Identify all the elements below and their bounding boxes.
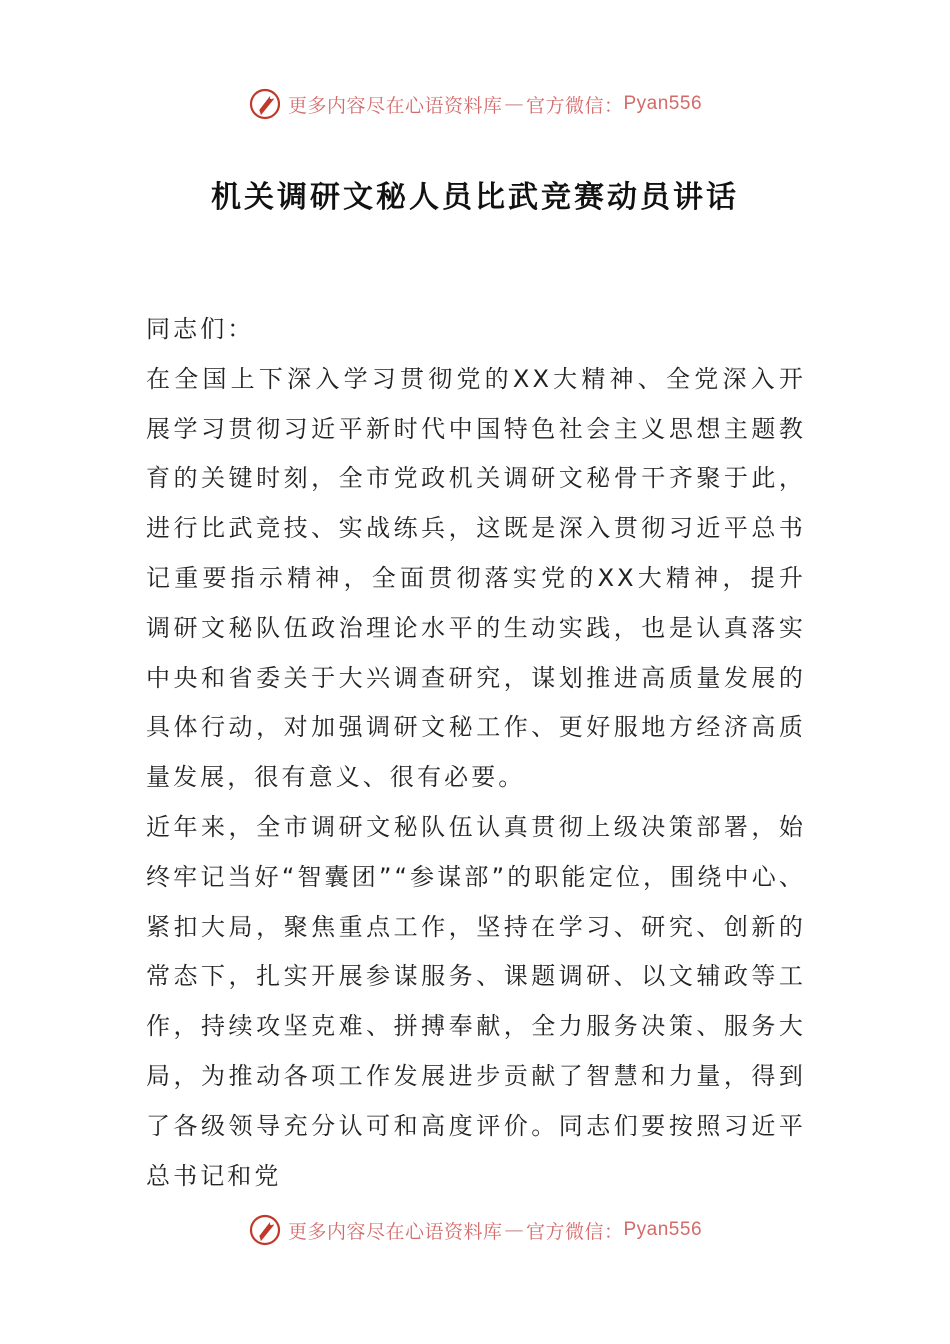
salutation: 同志们： [146, 315, 255, 343]
document-body [146, 305, 806, 1201]
footer-watermark [0, 1210, 950, 1250]
watermark-wechat-id: Pyan556 [623, 93, 703, 114]
watermark-wechat-id: Pyan556 [623, 1219, 703, 1240]
pen-nib-logo-icon [248, 1213, 282, 1247]
pen-nib-logo-icon [248, 87, 282, 121]
watermark-site-text: 更多内容尽在心语资料库 [287, 94, 503, 117]
watermark-wechat-label: 官方微信： [525, 1220, 624, 1243]
watermark-separator: — [504, 93, 524, 115]
header-watermark [0, 84, 950, 124]
watermark-site-text: 更多内容尽在心语资料库 [287, 1220, 503, 1243]
watermark-separator: — [504, 1219, 524, 1241]
body-paragraph-2: 近年来，全市调研文秘队伍认真贯彻上级决策部署，始终牢记当好“智囊团”“参谋部”的职能定位，围绕中心、紧扣大局，聚焦重点工作，坚持在学习、研究、创新的常态下，扎实开展参谋服务、课题调研、以文辅政等工作，持续攻坚克难、拼搏奉献，全力服务决策、服务大局，为推动各项工作发展进步贡献了智慧和力量，得到了各级领导充分认可和高度评价。同志们要按照习近平总书记和党 [146, 812, 806, 1190]
document-title: 机关调研文秘人员比武竞赛动员讲话 [211, 180, 739, 215]
body-paragraph-1: 在全国上下深入学习贯彻党的XX大精神、全党深入开展学习贯彻习近平新时代中国特色社会主义思想主题教育的关键时刻，全市党政机关调研文秘骨干齐聚于此，进行比武竞技、实战练兵，这既是深入贯彻习近平总书记重要指示精神，全面贯彻落实党的XX大精神，提升调研文秘队伍政治理论水平的生动实践，也是认真落实中央和省委关于大兴调查研究，谋划推进高质量发展的具体行动，对加强调研文秘工作、更好服地方经济高质量发展，很有意义、很有必要。 [146, 364, 806, 792]
watermark-wechat-label: 官方微信： [525, 94, 624, 117]
